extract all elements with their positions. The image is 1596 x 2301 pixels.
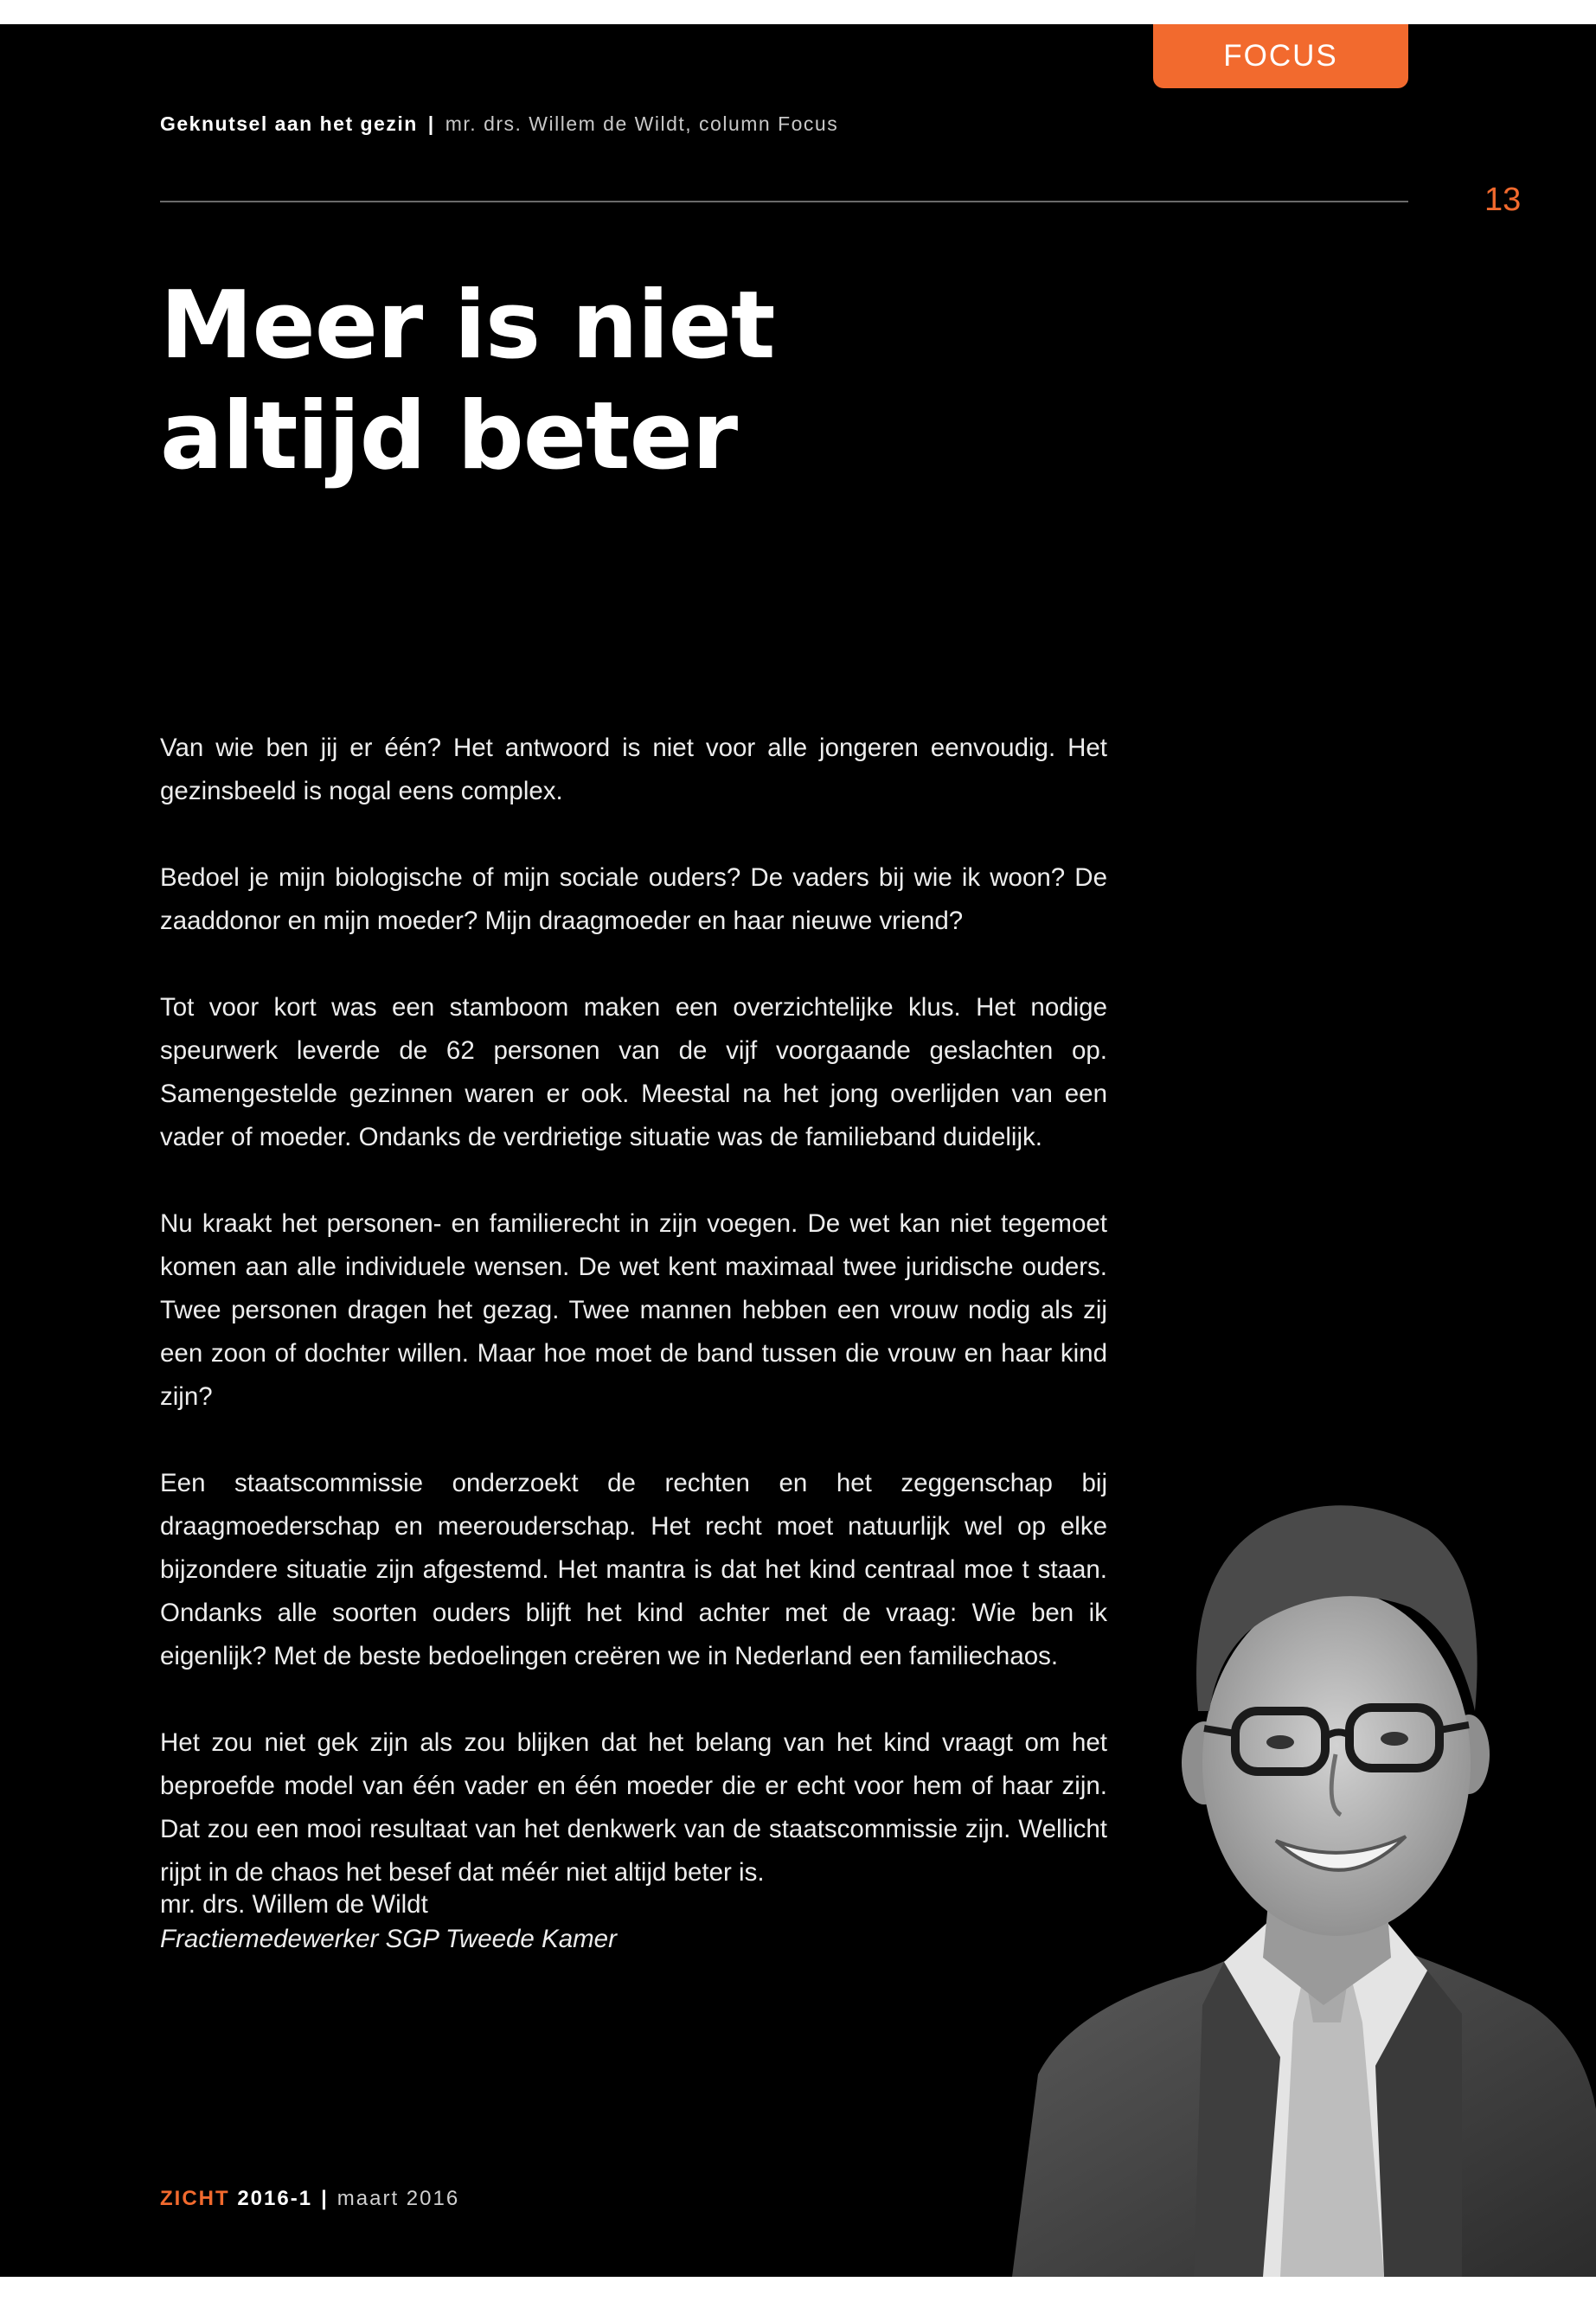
article-title	[160, 271, 775, 492]
author-role: Fractiemedewerker SGP Tweede Kamer	[160, 1925, 617, 1953]
topic-label: Geknutsel aan het gezin	[160, 112, 418, 135]
section-tab-label: FOCUS	[1223, 39, 1338, 73]
page-number: 13	[1484, 182, 1522, 218]
author-portrait	[977, 1452, 1596, 2277]
footer-separator: |	[321, 2187, 329, 2210]
issue-date: maart 2016	[337, 2187, 460, 2210]
byline: mr. drs. Willem de Wildt, column Focus	[445, 112, 839, 135]
author-signature	[160, 1888, 617, 1957]
author-name: mr. drs. Willem de Wildt	[160, 1890, 428, 1919]
issue-number: 2016-1	[237, 2187, 313, 2210]
paragraph: Van wie ben jij er één? Het antwoord is niet voor alle jongeren eenvoudig. Het gezinsbeeld is nogal eens complex.	[160, 734, 1107, 805]
article-body	[160, 727, 1107, 1938]
paragraph: Nu kraakt het personen- en familierecht in zijn voegen. De wet kan niet tegemoet komen aan alle individuele wensen. De wet kent maximaal twee juridische ouders. Twee personen dragen het gezag. Twee mannen hebben een vrouw nodig als zij een zoon of dochter willen. Maar hoe moet de band tussen die vrouw en haar kind zijn?	[160, 1209, 1107, 1411]
title-line-2: altijd beter	[160, 382, 738, 490]
magazine-brand: ZICHT	[160, 2187, 230, 2210]
paragraph: Tot voor kort was een stamboom maken een overzichtelijke klus. Het nodige speurwerk leverde de 62 personen van de vijf voorgaande geslachten op. Samengestelde gezinnen waren er ook. Meestal na het jong overlijden van een vader of moeder. Ondanks de verdrietige situatie was de familieband duidelijk.	[160, 993, 1107, 1151]
paragraph: Het zou niet gek zijn als zou blijken dat het belang van het kind vraagt om het beproefde model van één vader en één moeder die er echt voor hem of haar zijn. Dat zou een mooi resultaat van het denkwerk van de staatscommissie zijn. Wellicht rijpt in de chaos het besef dat méér niet altijd beter is.	[160, 1728, 1107, 1887]
article-kicker	[160, 112, 838, 136]
page-footer	[160, 2187, 459, 2211]
paragraph: Bedoel je mijn biologische of mijn sociale ouders? De vaders bij wie ik woon? De zaaddonor en mijn moeder? Mijn draagmoeder en haar nieuwe vriend?	[160, 863, 1107, 935]
title-line-1: Meer is niet	[160, 272, 775, 380]
section-tab	[1153, 24, 1408, 88]
header-divider	[160, 201, 1408, 202]
kicker-separator: |	[427, 112, 435, 135]
paragraph: Een staatscommissie onderzoekt de rechten en het zeggenschap bij draagmoederschap en meerouderschap. Het recht moet natuurlijk wel op elke bijzondere situatie zijn afgestemd. Het mantra is dat het kind centraal moe t staan. Ondanks alle soorten ouders blijft het kind achter met de vraag: Wie ben ik eigenlijk? Met de beste bedoelingen creëren we in Nederland een familiechaos.	[160, 1469, 1107, 1670]
magazine-page	[0, 24, 1596, 2277]
